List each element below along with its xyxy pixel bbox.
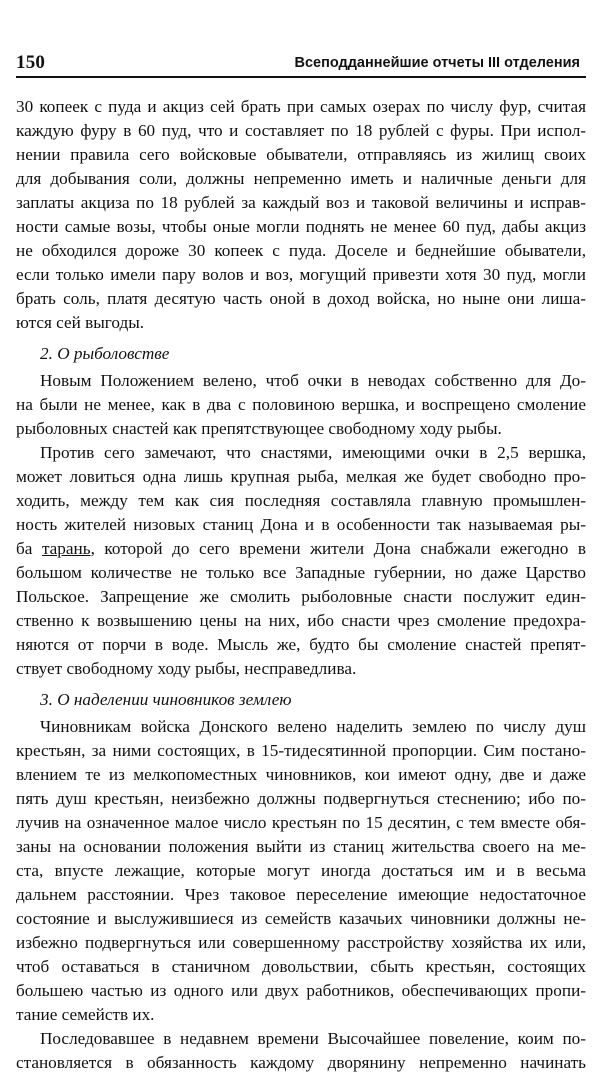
paragraph-land-allotment [16, 715, 586, 1027]
paragraph-nobility-decree [16, 1027, 586, 1075]
text-line: чтоб оставаться в станичном довольствии, сбыть крестьян, состоящих [16, 957, 586, 976]
text-line: каждую фуру в 60 пуд, что и составляет по 18 рублей с фуры. При испол- [16, 121, 586, 140]
paragraph-fishing-objection [16, 441, 586, 681]
text-line: Новым Положением велено, чтоб очки в неводах собственно для До- [40, 371, 586, 390]
paragraph-salt-excise [16, 95, 586, 335]
text-line: ствует свободному ходу рыбы, несправедлива. [16, 659, 357, 678]
text-line: заплаты акциза по 18 рублей за каждый воз и таковой величины и исправ- [16, 193, 586, 212]
text-line: может ловиться одна лишь крупная рыба, мелкая же будет свободно про- [16, 467, 586, 486]
text-line: крестьян, за ними состоящих, в 15-тидесятинной пропорции. Сим постано- [16, 741, 586, 760]
underlined-word: тарань [41, 539, 91, 558]
text-fragment: ба [16, 539, 42, 558]
text-line: тание семейств их. [16, 1005, 155, 1024]
text-line: пять душ крестьян, неизбежно должны подвергнуться стеснению; ибо по- [16, 789, 586, 808]
text-line: рыболовных снастей как препятствующее свободному ходу рыбы. [16, 419, 502, 438]
text-line: не обходился дороже 30 копеек с пуда. Доселе и беднейшие обыватели, [16, 241, 586, 260]
text-line: состояние и выслужившиеся из семейств казачьих чиновники должны не- [16, 909, 586, 928]
section-heading-land-allotment: 3. О наделении чиновников землею [40, 690, 292, 709]
text-line: ности самые возы, чтобы оные могли поднять не менее 60 пуд, дабы акциз [16, 217, 586, 236]
text-line: 30 копеек с пуда и акциз сей брать при самых озерах по числу фур, считая [16, 97, 586, 116]
text-line: избежно подвергнуться или совершенному расстройству хозяйства их или, [16, 933, 586, 952]
running-title: Всеподданнейшие отчеты III отделения [294, 55, 580, 71]
text-line [16, 537, 586, 561]
text-line: на были не менее, как в два с половиною вершка, и воспрещено смоление [16, 395, 586, 414]
paragraph-fishing-nets [16, 369, 586, 441]
book-page [16, 0, 586, 1072]
text-line: Чиновникам войска Донского велено наделить землею по числу душ [40, 717, 586, 736]
text-line: брать соль, платя десятую часть оной в доход войска, но ныне они лиша- [16, 289, 586, 308]
text-line: большом количестве не только все Западные губернии, но даже Царство [16, 563, 586, 582]
text-line: большею частью из одного или двух работников, обеспечивающих пропи- [16, 981, 586, 1000]
body-text [16, 95, 586, 1075]
text-line: нении правила сего войсковые обыватели, отправляясь из жилищ своих [16, 145, 586, 164]
text-line: ются сей выгоды. [16, 313, 145, 332]
text-line: ность жителей низовых станиц Дона и в особенности так называемая ры- [16, 515, 586, 534]
text-line: влением те из мелкопоместных чиновников, кои имеют одну, две и даже [16, 765, 586, 784]
text-line: ственно к возвышению цены на них, ибо снасти чрез смоление предохра- [16, 611, 586, 630]
text-line: становляется в обязанность каждому дворянину непременно начинать [16, 1053, 586, 1072]
text-line: дальнем расстоянии. Чрез таковое переселение имеющие недостаточное [16, 885, 586, 904]
text-line: заны на основании положения выйти из станиц жительства своего на ме- [16, 837, 586, 856]
text-line: ста, впусте лежащие, которые могут иногда достаться им и в весьма [16, 861, 586, 880]
text-line: для добывания соли, должны непременно иметь и наличные деньги для [16, 169, 586, 188]
text-line: лучив на означенное малое число крестьян по 15 десятин, с тем вместе обя- [16, 813, 586, 832]
text-line: Польское. Запрещение же смолить рыболовные снасти послужит един- [16, 587, 586, 606]
text-line: няются от порчи в воде. Мысль же, будто бы смоление снастей препят- [16, 635, 586, 654]
text-fragment: , которой до сего времени жители Дона снабжали ежегодно в [90, 539, 586, 558]
text-line: ходить, между тем как сия последняя составляла главную промышлен- [16, 491, 586, 510]
text-line: Против сего замечают, что снастями, имеющими очки в 2,5 вершка, [40, 443, 586, 462]
section-heading-fishing: 2. О рыболовстве [40, 344, 170, 363]
text-line: если только имели пару волов и воз, могущий привезти хотя 30 пуд, могли [16, 265, 586, 284]
page-number: 150 [16, 52, 46, 73]
text-line: Последовавшее в недавнем времени Высочайшее повеление, коим по- [40, 1029, 586, 1048]
running-head [16, 50, 586, 78]
